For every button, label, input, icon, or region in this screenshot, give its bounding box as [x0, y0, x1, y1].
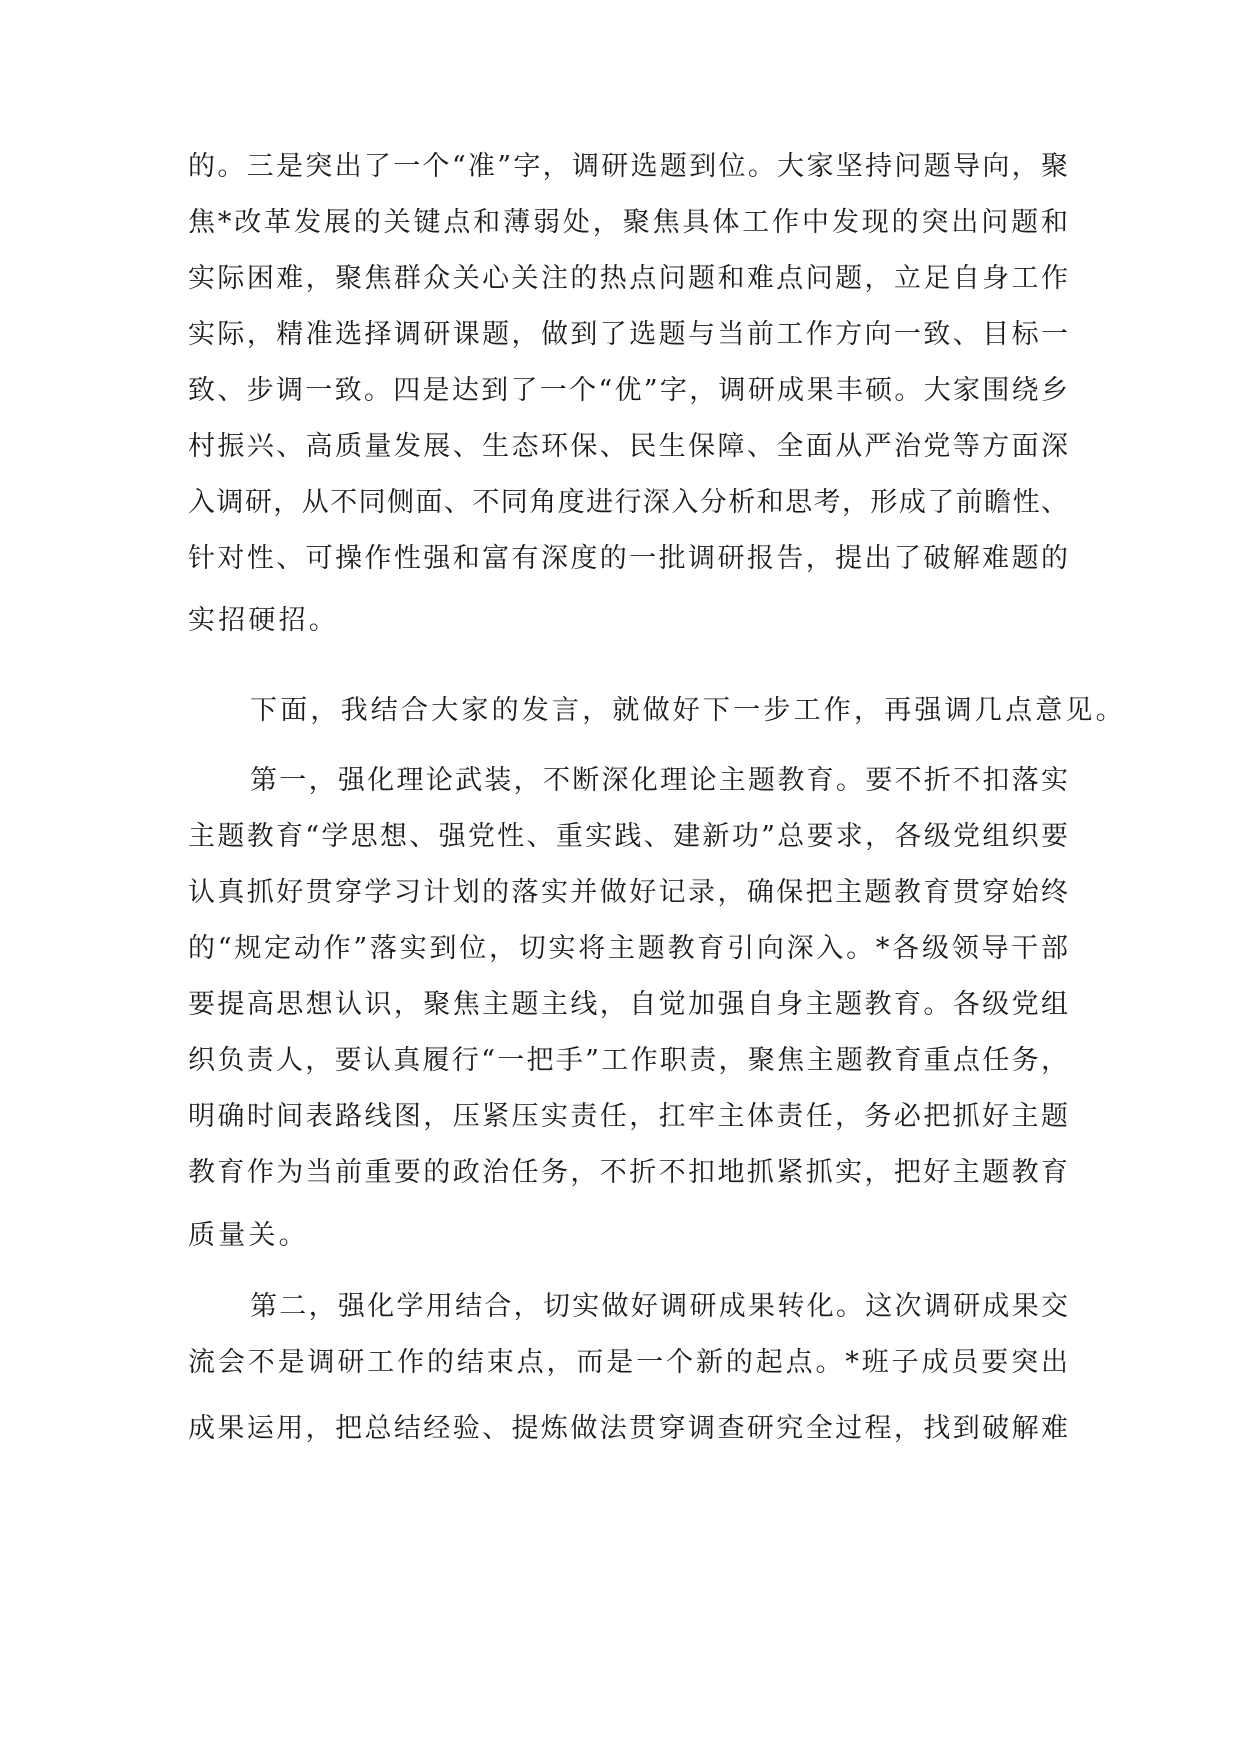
- text-line: 村振兴、高质量发展、生态环保、民生保障、全面从严治党等方面深: [188, 431, 1068, 462]
- text-line: 的。三是突出了一个“准”字，调研选题到位。大家坚持问题导向，聚: [188, 151, 1068, 182]
- text-line: 实际，精准选择调研课题，做到了选题与当前工作方向一致、目标一: [188, 319, 1068, 350]
- text-line: 质量关。: [188, 1220, 309, 1251]
- text-line: 致、步调一致。四是达到了一个“优”字，调研成果丰硕。大家围绕乡: [188, 375, 1068, 406]
- text-line: 成果运用，把总结经验、提炼做法贯穿调查研究全过程，找到破解难: [188, 1413, 1068, 1444]
- text-line: 要提高思想认识，聚焦主题主线，自觉加强自身主题教育。各级党组: [188, 989, 1068, 1020]
- text-line: 针对性、可操作性强和富有深度的一批调研报告，提出了破解难题的: [188, 543, 1068, 574]
- text-line: 流会不是调研工作的结束点，而是一个新的起点。*班子成员要突出: [188, 1347, 1068, 1378]
- text-line: 实际困难，聚焦群众关心关注的热点问题和难点问题，立足自身工作: [188, 263, 1068, 294]
- text-line: 教育作为当前重要的政治任务，不折不扣地抓紧抓实，把好主题教育: [188, 1157, 1068, 1188]
- text-line: 第一，强化理论武装，不断深化理论主题教育。要不折不扣落实: [250, 765, 1068, 796]
- text-line: 明确时间表路线图，压紧压实责任，扛牢主体责任，务必把抓好主题: [188, 1101, 1068, 1132]
- text-line: 认真抓好贯穿学习计划的落实并做好记录，确保把主题教育贯穿始终: [188, 877, 1068, 908]
- text-line: 主题教育“学思想、强党性、重实践、建新功”总要求，各级党组织要: [188, 821, 1068, 852]
- text-line: 焦*改革发展的关键点和薄弱处，聚焦具体工作中发现的突出问题和: [188, 207, 1068, 238]
- text-line: 织负责人，要认真履行“一把手”工作职责，聚焦主题教育重点任务，: [188, 1045, 1068, 1076]
- text-line: 实招硬招。: [188, 605, 339, 636]
- text-line: 的“规定动作”落实到位，切实将主题教育引向深入。*各级领导干部: [188, 933, 1068, 964]
- text-line: 入调研，从不同侧面、不同角度进行深入分析和思考，形成了前瞻性、: [188, 487, 1068, 518]
- text-line: 第二，强化学用结合，切实做好调研成果转化。这次调研成果交: [250, 1291, 1068, 1322]
- text-line: 下面，我结合大家的发言，就做好下一步工作，再强调几点意见。: [250, 695, 1126, 726]
